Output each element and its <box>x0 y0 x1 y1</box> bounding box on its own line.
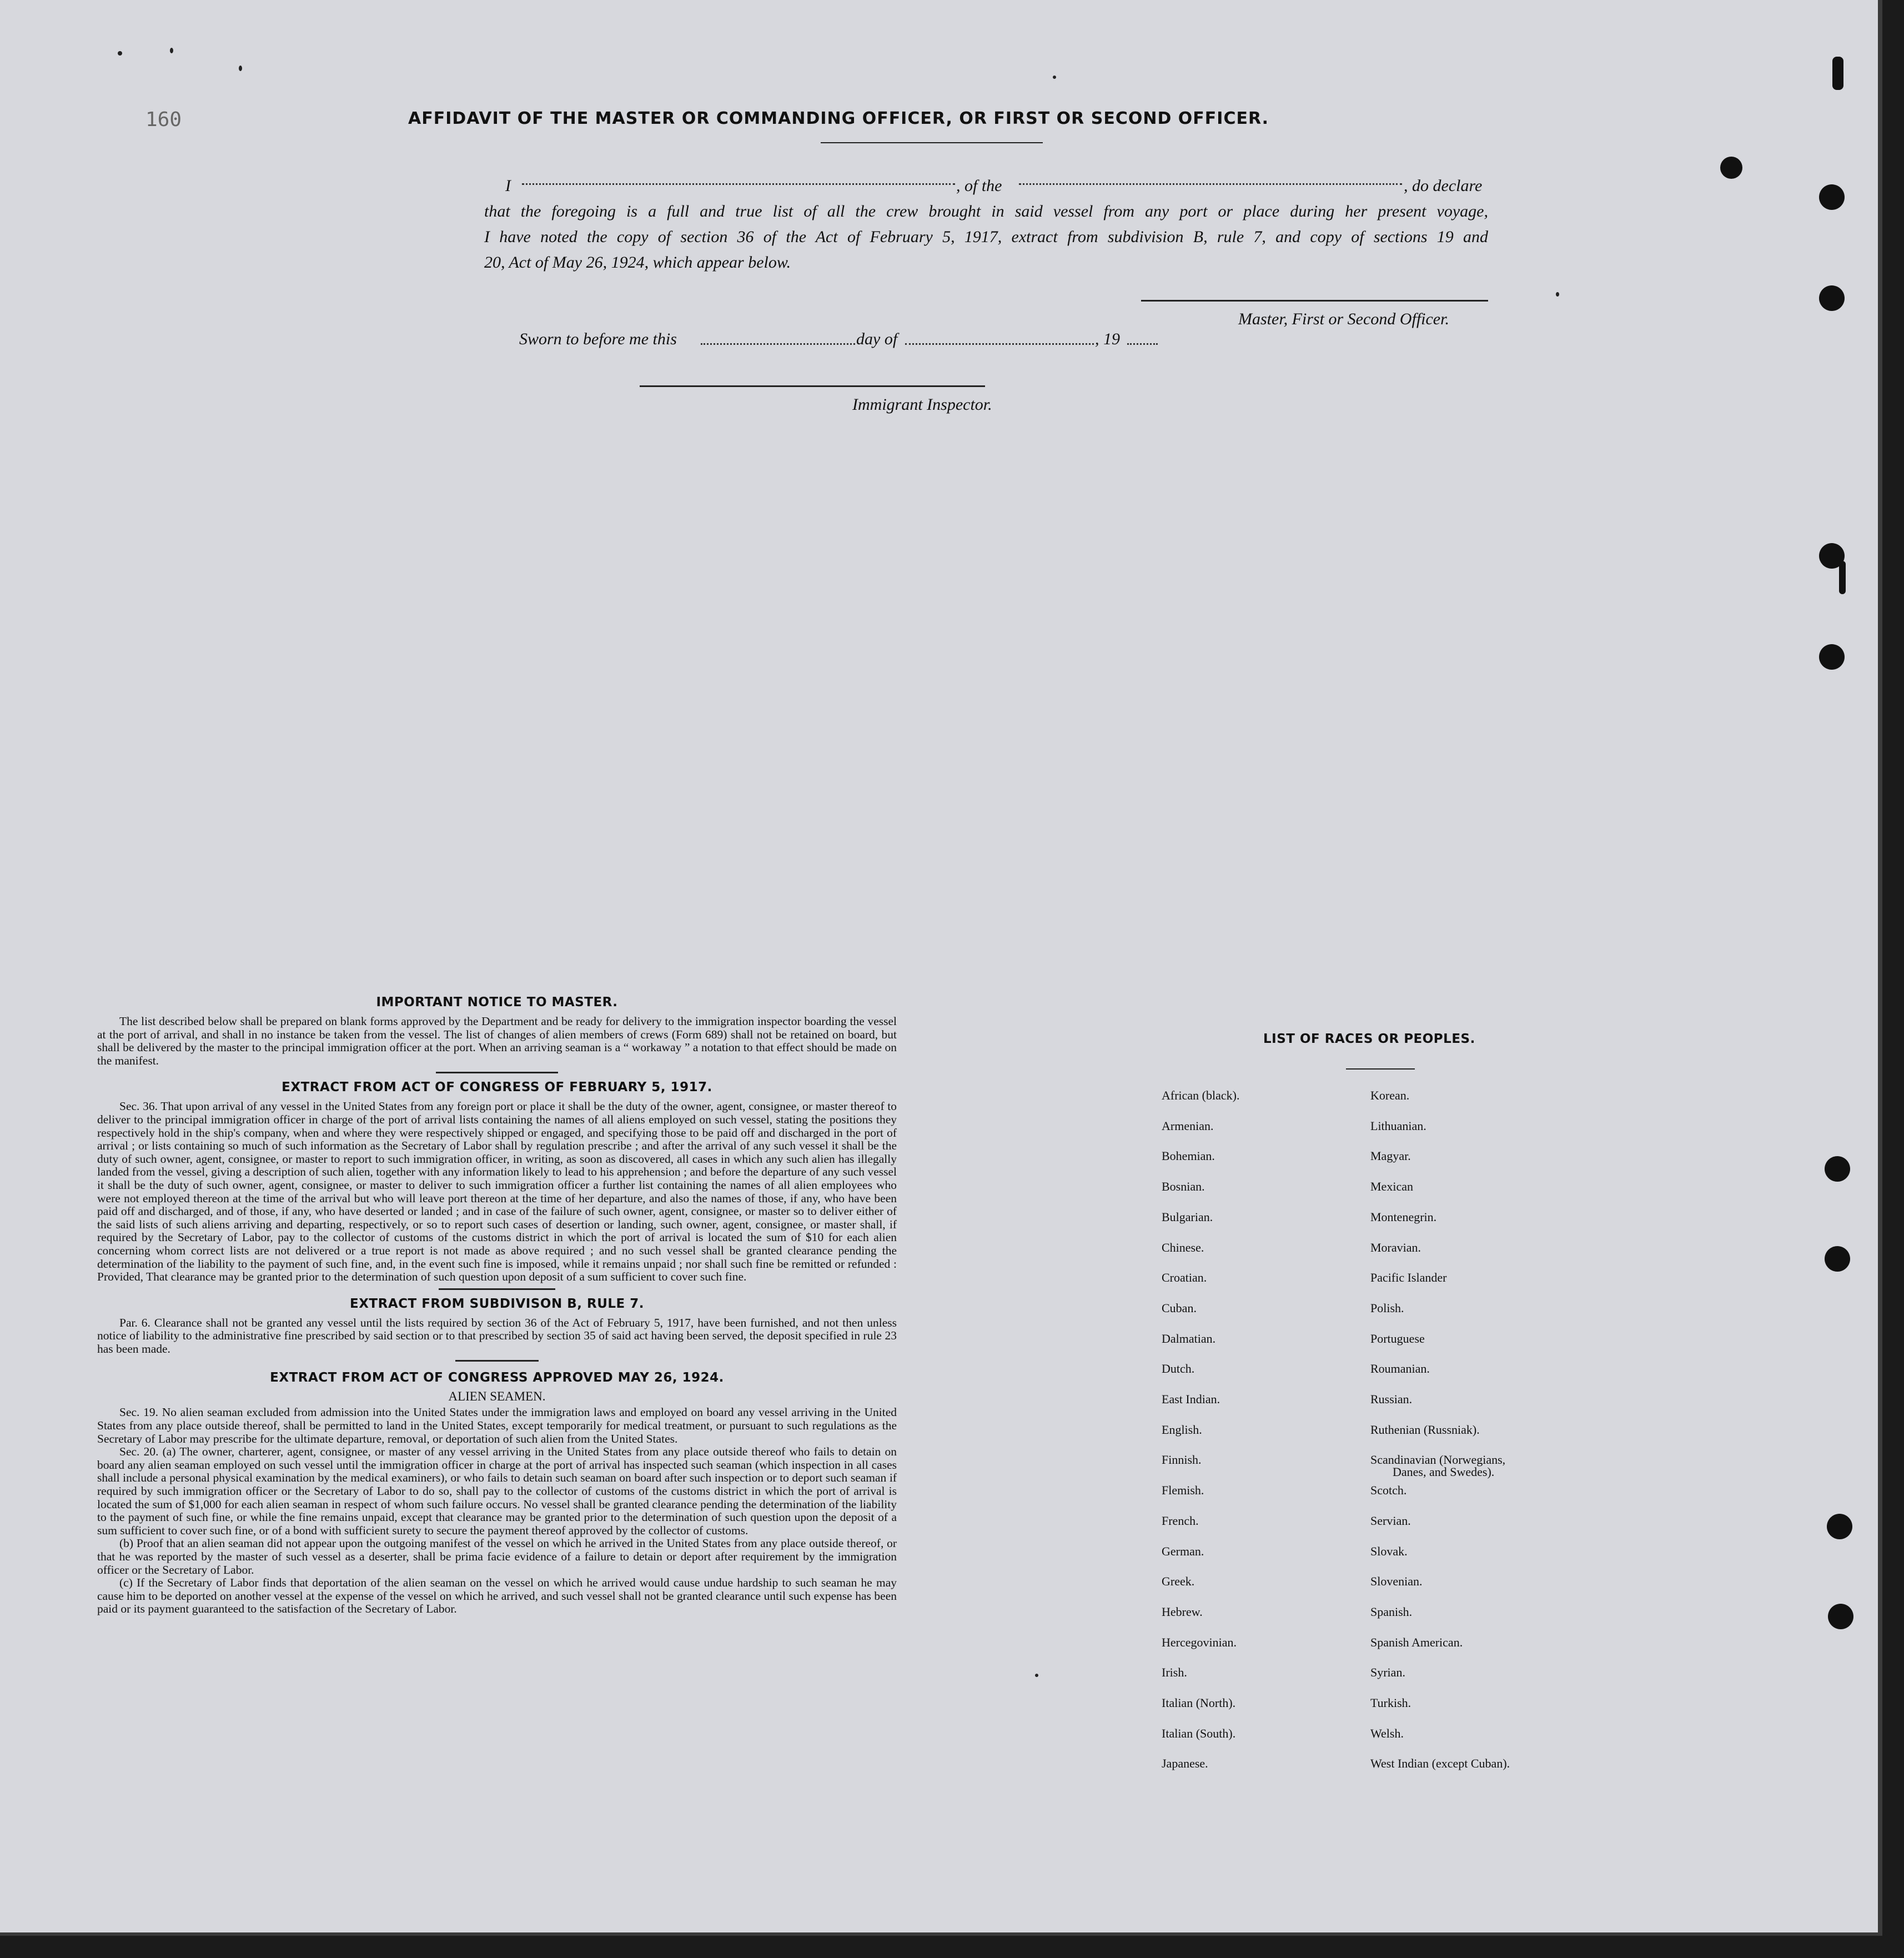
speck <box>1832 57 1843 90</box>
speck <box>1839 561 1846 594</box>
divider <box>439 1288 555 1290</box>
punch-hole <box>1720 157 1742 179</box>
speck <box>118 51 122 56</box>
race-item: Italian (North). <box>1162 1696 1236 1710</box>
race-item: Dutch. <box>1162 1362 1195 1375</box>
race-item: Finnish. <box>1162 1453 1202 1467</box>
race-item: African (black). <box>1162 1088 1240 1102</box>
race-item: Ruthenian (Russniak). <box>1370 1423 1480 1437</box>
punch-hole <box>1819 644 1845 670</box>
race-item: West Indian (except Cuban). <box>1370 1756 1510 1770</box>
rule-7-text: Par. 6. Clearance shall not be granted any vessel until the lists required by section 36 of the Act of February 5, 1917, have been furnished, and not then unless notice of liability to the administrative fine prescribed by said section or to that prescribed by section 35 of said act having been served, the deposit specified in rule 23 has been made. <box>97 1316 897 1355</box>
race-item: Hebrew. <box>1162 1605 1203 1619</box>
race-item: Spanish. <box>1370 1605 1413 1619</box>
extract3-heading: EXTRACT FROM ACT OF CONGRESS APPROVED MAY 26, 1924. <box>270 1370 724 1385</box>
race-item: Lithuanian. <box>1370 1119 1426 1133</box>
affidavit-i: I <box>505 177 511 195</box>
punch-hole <box>1825 1156 1850 1182</box>
affidavit-title: AFFIDAVIT OF THE MASTER OR COMMANDING OFFICER, OR FIRST OR SECOND OFFICER. <box>408 109 1269 128</box>
affidavit-of-the: , of the <box>956 177 1002 195</box>
race-item: East Indian. <box>1162 1392 1220 1406</box>
notice-text: The list described below shall be prepared on blank forms approved by the Department and be ready for delivery to the immigration inspector boarding the vessel at the port of arrival, and shall in no instance be taken from the vessel. The list of changes of alien members of crews (Form 689) shall not be retained on board, but shall be delivered by the master to the principal immigration officer at the port. When an arriving seaman is a “ workaway ” a notation to that effect should be made on the manifest. <box>97 1015 897 1067</box>
race-item: Magyar. <box>1370 1149 1411 1163</box>
race-item: Pacific Islander <box>1370 1271 1447 1284</box>
sworn-day-of: day of <box>856 330 898 348</box>
race-item: Dalmatian. <box>1162 1332 1216 1346</box>
races-heading: LIST OF RACES OR PEOPLES. <box>1263 1032 1475 1046</box>
race-item: Croatian. <box>1162 1271 1207 1284</box>
race-item: Slovenian. <box>1370 1574 1423 1588</box>
races-list <box>1161 1032 1549 1046</box>
race-item: Japanese. <box>1162 1756 1208 1770</box>
notice-column <box>97 995 897 1616</box>
sworn-year: , 19 <box>1095 330 1120 348</box>
race-item: Montenegrin. <box>1370 1210 1437 1224</box>
name-blank-line[interactable] <box>522 183 955 185</box>
title-underline <box>821 142 1043 143</box>
affidavit-line2: that the foregoing is a full and true list of all the crew brought in said vessel from any port or place during her present voyage, <box>484 202 1488 220</box>
speck <box>1053 76 1056 79</box>
race-item: Irish. <box>1162 1665 1187 1679</box>
alien-seamen-heading: ALIEN SEAMEN. <box>448 1389 546 1404</box>
race-item: Flemish. <box>1162 1483 1204 1497</box>
race-item: English. <box>1162 1423 1202 1437</box>
section-19-text: Sec. 19. No alien seaman excluded from admission into the United States under the immigration laws and employed on board any vessel arriving in the United States from any place outside thereof, shall be permitted to land in the United States, except temporarily for medical treatment, or pursuant to such regulations as the Secretary of Labor may prescribe for the ultimate departure, removal, or deportation of such alien from the United States. <box>97 1405 897 1445</box>
notice-paragraph <box>97 1015 897 1067</box>
race-item: Moravian. <box>1370 1241 1421 1254</box>
punch-hole <box>1828 1604 1853 1629</box>
speck <box>170 48 173 53</box>
race-item: Mexican <box>1370 1179 1413 1193</box>
race-item: Turkish. <box>1370 1696 1411 1710</box>
race-item: Scotch. <box>1370 1483 1407 1497</box>
section-36-text: Sec. 36. That upon arrival of any vessel in the United States from any foreign port or place it shall be the duty of the owner, agent, consignee, or master thereof to deliver to the principal immigration officer in charge of the port of arrival lists containing the names of all aliens employed on such vessel, stating the positions they respectively hold in the ship's company, when and where they were respectively shipped or engaged, and specifying those to be paid off and discharged in the port of arrival ; or lists containing so much of such information as the Secretary of Labor shall by regulation prescribe ; and after the arrival of any such vessel it shall be the duty of such owner, agent, consignee, or master to report to such immigration officer, in writing, as soon as discovered, all cases in which any such alien has illegally landed from the vessel, giving a description of such alien, together with any information likely to lead to his apprehension ; and before the departure of any such vessel it shall be the duty of such owner, agent, consignee, or master to deliver to such immigration officer a further list containing the names of all alien employees who were not employed thereon at the time of the arrival but who will leave port thereon at the time of her departure, and also the names of those, if any, who have been paid off and discharged, and of those, if any, who have deserted or landed ; and in case of the failure of such owner, agent, consignee, or master so to deliver either of the said lists of such aliens arriving and departing, respectively, or so to report such cases of desertion or landing, such owner, agent, consignee, or master shall, if required by the Secretary of Labor, pay to the collector of customs of the customs district in which the port of arrival is located the sum of $10 for each alien concerning whom correct lists are not delivered or a true report is not made as above required ; and no such vessel shall be granted clearance pending the determination of the liability to the payment of such fine, and, in the event such fine is imposed, while it remains unpaid ; nor shall such fine be remitted or refunded : Provided, That clearance may be granted prior to the determination of such question upon deposit of a sum sufficient to cover such fine. <box>97 1100 897 1284</box>
race-item-continuation: Danes, and Swedes). <box>1393 1465 1495 1479</box>
race-item: Hercegovinian. <box>1162 1635 1237 1649</box>
punch-hole <box>1819 285 1845 311</box>
race-item: Chinese. <box>1162 1241 1204 1254</box>
speck <box>239 66 242 71</box>
extract1-heading: EXTRACT FROM ACT OF CONGRESS OF FEBRUARY 5, 1917. <box>282 1080 712 1095</box>
race-item: Bosnian. <box>1162 1179 1205 1193</box>
sworn-month-blank[interactable] <box>905 343 1094 345</box>
race-item: Cuban. <box>1162 1301 1197 1315</box>
race-item: Polish. <box>1370 1301 1404 1315</box>
section-20c-text: (c) If the Secretary of Labor finds that deportation of the alien seaman on the vessel on which he arrived would cause undue hardship to such seaman he may cause him to be deported on another vessel at the expense of the vessel on which he arrived, and such vessel shall not be granted clearance until such expense has been paid or its payment guaranteed to the satisfaction of the Secretary of Labor. <box>97 1576 897 1616</box>
race-item: Scandinavian (Norwegians, <box>1370 1453 1506 1467</box>
race-item: Syrian. <box>1370 1665 1405 1679</box>
race-item: Armenian. <box>1162 1119 1214 1133</box>
punch-hole <box>1819 184 1845 210</box>
extract1-body <box>97 1100 897 1283</box>
sworn-year-blank[interactable] <box>1127 343 1158 345</box>
race-item: Bulgarian. <box>1162 1210 1213 1224</box>
extract2-body <box>97 1317 897 1356</box>
race-item: Slovak. <box>1370 1544 1408 1558</box>
inspector-signature-line[interactable] <box>640 385 985 387</box>
section-20b-text: (b) Proof that an alien seaman did not appear upon the outgoing manifest of the vessel on which he arrived in the United States from any place outside thereof, or that he was reported by the master of such vessel as a deserter, shall be prima facie evidence of a failure to detain or deport after requirement by the immigration officer or the Secretary of Labor. <box>97 1537 897 1577</box>
race-item: German. <box>1162 1544 1204 1558</box>
race-item: Portuguese <box>1370 1332 1425 1346</box>
race-item: Korean. <box>1370 1088 1410 1102</box>
race-item: Servian. <box>1370 1514 1411 1528</box>
race-item: Welsh. <box>1370 1726 1404 1740</box>
vessel-blank-line[interactable] <box>1019 183 1402 185</box>
affidavit-line4: 20, Act of May 26, 1924, which appear below. <box>484 253 791 272</box>
speck <box>1556 292 1559 297</box>
sworn-prefix: Sworn to before me this <box>519 330 677 348</box>
section-20a-text: Sec. 20. (a) The owner, charterer, agent, consignee, or master of any vessel arriving in the United States from any place outside thereof who fails to detain on board any alien seaman employed on such vessel until the immigration officer in charge at the port of arrival has inspected such seaman (which inspection in all cases shall include a personal physical examination by the medical examiners), or who fails to detain such seaman on board after such inspection or to deport such seaman if required by such immigration officer or the Secretary of Labor to do so, shall pay to the collector of customs of the customs district in which the port of arrival is located the sum of $1,000 for each alien seaman in respect of whom such failure occurs. No vessel shall be granted clearance pending the determination of the liability to the payment of such fine, or while the fine remains unpaid, except that clearance may be granted prior to the determination of such question upon the deposit of a sum sufficient to cover such fine, or of a bond with sufficient surety to secure the payment thereof approved by the collector of customs. <box>97 1445 897 1537</box>
affidavit-line3: I have noted the copy of section 36 of the Act of February 5, 1917, extract from subdivision B, rule 7, and copy of sections 19 and <box>484 228 1488 246</box>
speck <box>1035 1674 1038 1677</box>
sworn-date-blank[interactable] <box>701 343 855 345</box>
punch-hole <box>1825 1246 1850 1272</box>
punch-hole <box>1827 1514 1852 1539</box>
master-signature-label: Master, First or Second Officer. <box>1238 310 1449 328</box>
affidavit-declare: , do declare <box>1404 177 1483 195</box>
race-item: Russian. <box>1370 1392 1413 1406</box>
inspector-label: Immigrant Inspector. <box>852 395 992 414</box>
extract3-body <box>97 1406 897 1616</box>
master-signature-line[interactable] <box>1141 300 1488 302</box>
divider <box>436 1072 558 1073</box>
race-item: Bohemian. <box>1162 1149 1215 1163</box>
race-item: Spanish American. <box>1370 1635 1463 1649</box>
race-item: Italian (South). <box>1162 1726 1236 1740</box>
extract2-heading: EXTRACT FROM SUBDIVISON B, RULE 7. <box>349 1296 645 1311</box>
notice-heading: IMPORTANT NOTICE TO MASTER. <box>376 995 618 1010</box>
race-item: Greek. <box>1162 1574 1195 1588</box>
race-item: Roumanian. <box>1370 1362 1430 1375</box>
races-underline <box>1346 1068 1415 1070</box>
race-item: French. <box>1162 1514 1199 1528</box>
form-number-stamp: 160 <box>145 108 182 131</box>
divider <box>455 1360 539 1362</box>
